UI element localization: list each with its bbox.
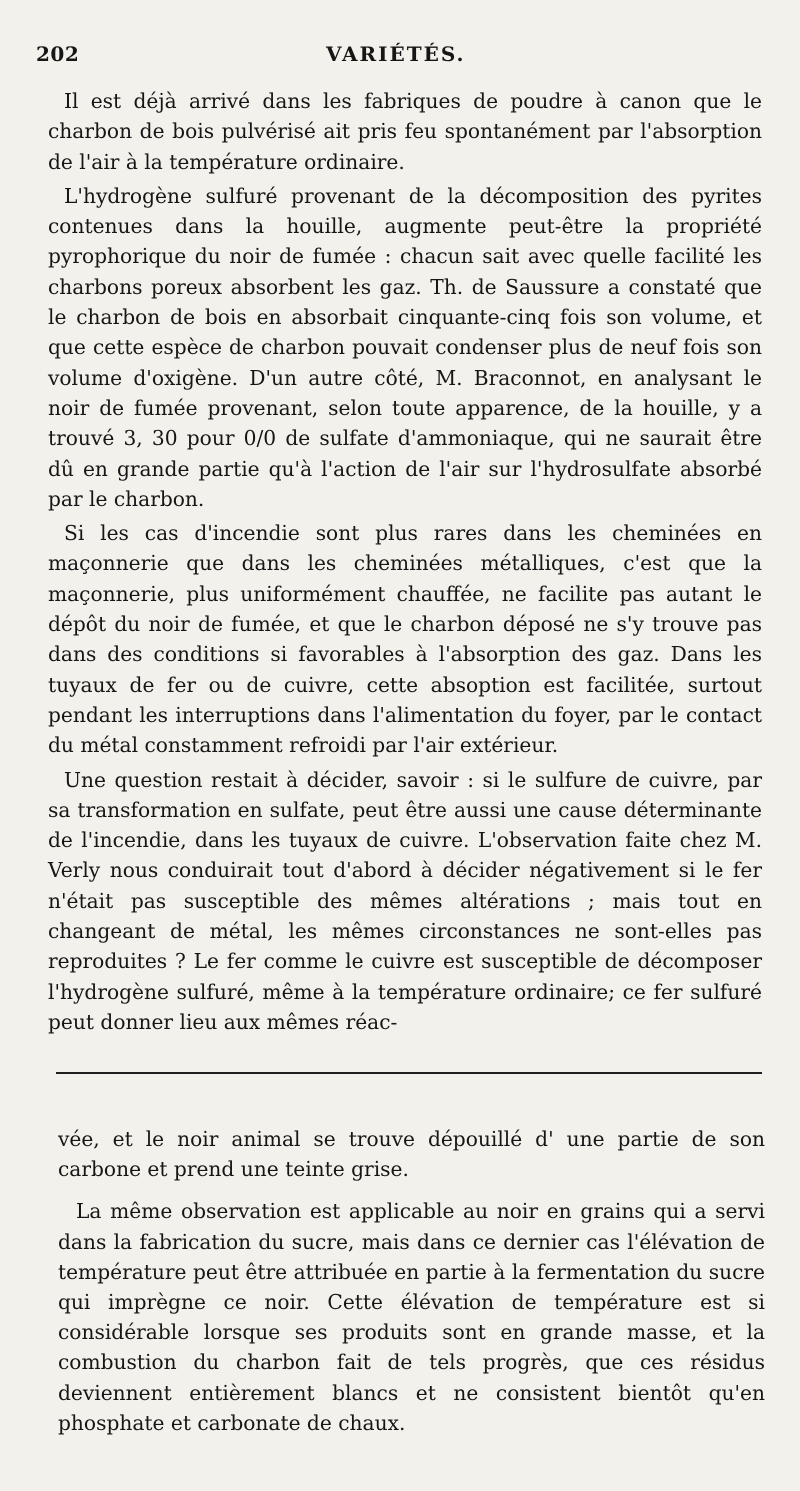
main-text bbox=[48, 86, 762, 1037]
running-title: VARIÉTÉS. bbox=[326, 42, 466, 66]
footnote-paragraph-1: vée, et le noir animal se trouve dépouillé d' une partie de son carbone et prend une teinte grise. bbox=[58, 1127, 765, 1182]
main-paragraph-3: Si les cas d'incendie sont plus rares dans les cheminées en maçonnerie que dans les cheminées métalliques, c'est que la maçonnerie, plus uniformément chauffée, ne facilite pas autant le dépôt du noir de fumée, et que le charbon déposé ne s'y trouve pas dans des conditions si favorables à l'absorption des gaz. Dans les tuyaux de fer ou de cuivre, cette absoption est facilitée, surtout pendant les interruptions dans l'alimentation du foyer, par le contact du métal constamment refroidi par l'air extérieur. bbox=[48, 521, 762, 758]
footnote-text bbox=[58, 1124, 765, 1438]
main-paragraph-4: Une question restait à décider, savoir : si le sulfure de cuivre, par sa transformation en sulfate, peut être aussi une cause déterminante de l'incendie, dans les tuyaux de cuivre. L'observation faite chez M. Verly nous conduirait tout d'abord à décider négativement si le fer n'était pas susceptible des mêmes altérations ; mais tout en changeant de métal, les mêmes circonstances ne sont-elles pas reproduites ? Le fer comme le cuivre est susceptible de décomposer l'hydrogène sulfuré, même à la température ordinaire; ce fer sulfuré peut donner lieu aux mêmes réac- bbox=[48, 767, 762, 1034]
footnote-separator bbox=[56, 1072, 762, 1074]
footnote-paragraph-2: La même observation est applicable au noir en grains qui a servi dans la fabrication du sucre, mais dans ce dernier cas l'élévation de température peut être attribuée en partie à la fermentation du sucre qui imprègne ce noir. Cette élévation de température est si considérable lorsque ses produits sont en grande masse, et la combustion du charbon fait de tels progrès, que ces résidus deviennent entièrement blancs et ne consistent bientôt qu'en phosphate et carbonate de chaux. bbox=[58, 1199, 765, 1435]
page-header bbox=[36, 42, 776, 76]
main-paragraph-1: Il est déjà arrivé dans les fabriques de poudre à canon que le charbon de bois pulvérisé ait pris feu spontanément par l'absorption de l'air à la température ordinaire. bbox=[48, 89, 762, 174]
page-number: 202 bbox=[36, 42, 80, 66]
main-paragraph-2: L'hydrogène sulfuré provenant de la décomposition des pyrites contenues dans la houille, augmente peut-être la propriété pyrophorique du noir de fumée : chacun sait avec quelle facilité les charbons poreux absorbent les gaz. Th. de Saussure a constaté que le charbon de bois en absorbait cinquante-cinq fois son volume, et que cette espèce de charbon pouvait condenser plus de neuf fois son volume d'oxigène. D'un autre côté, M. Braconnot, en analysant le noir de fumée provenant, selon toute apparence, de la houille, y a trouvé 3, 30 pour 0/0 de sulfate d'ammoniaque, qui ne saurait être dû en grande partie qu'à l'action de l'air sur l'hydrosulfate absorbé par le charbon. bbox=[48, 183, 762, 511]
